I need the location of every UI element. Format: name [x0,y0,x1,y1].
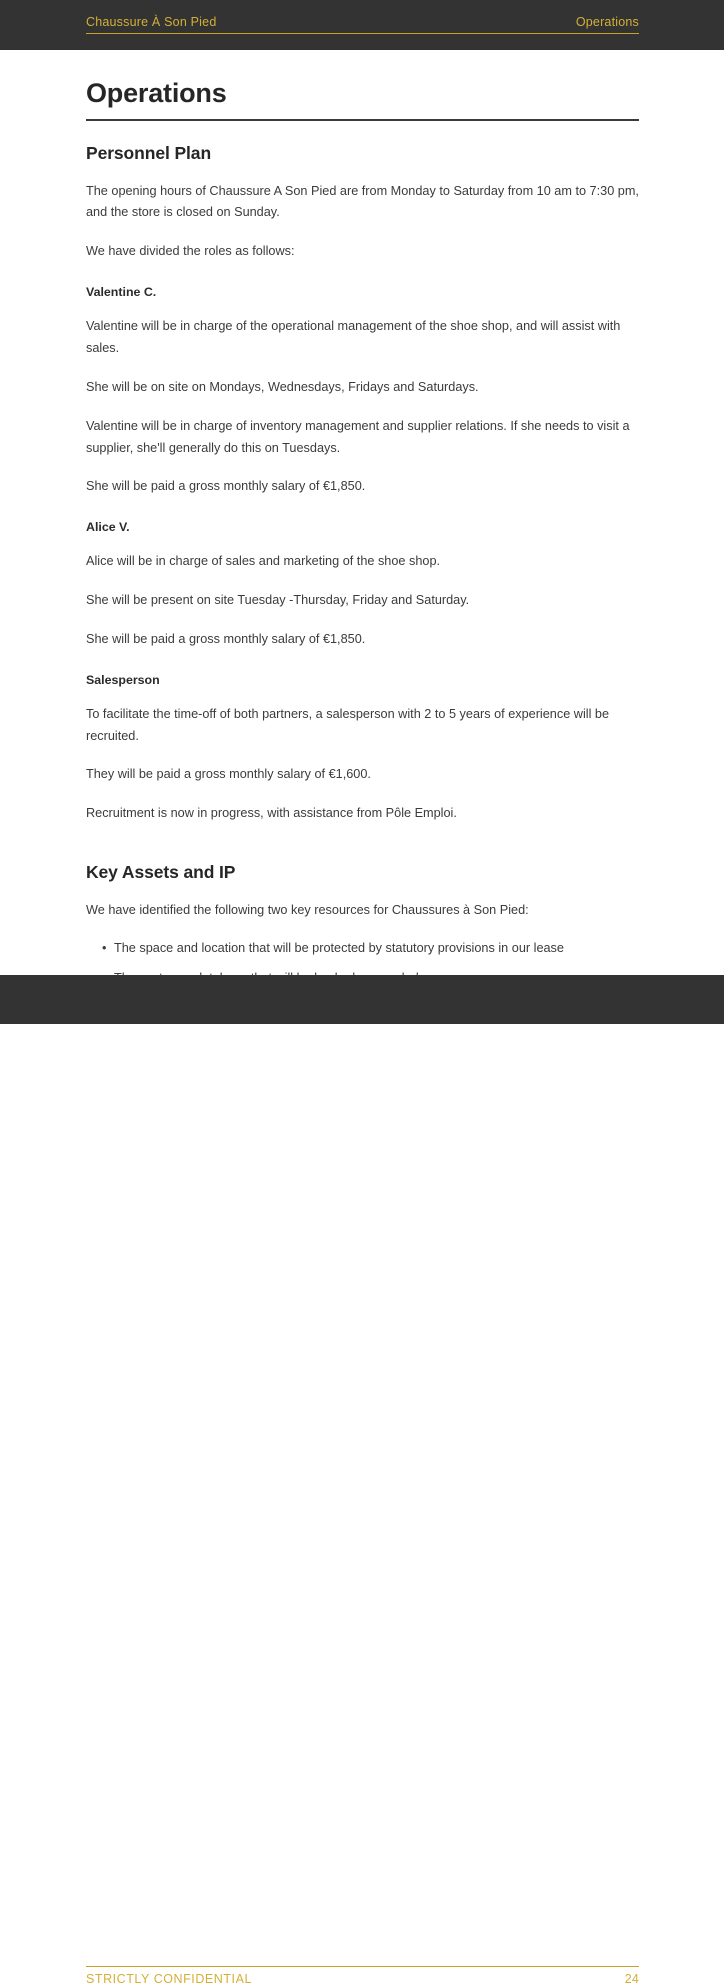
page-footer-content [86,1973,639,1986]
paragraph-alice-salary: She will be paid a gross monthly salary of €1,850. [86,631,366,646]
subheading-alice: Alice V. [86,520,130,535]
section-heading-key-assets: Key Assets and IP [86,862,236,883]
paragraph-valentine-schedule: She will be on site on Mondays, Wednesdays, Fridays and Saturdays. [86,379,479,394]
page-content [86,50,639,990]
paragraph-alice-schedule: She will be present on site Tuesday -Thursday, Friday and Saturday. [86,593,470,608]
list-item [86,938,639,960]
header-chapter-title: Operations [575,15,639,29]
page-title: Operations [86,78,227,108]
subheading-salesperson: Salesperson [86,672,160,687]
confidentiality-notice: STRICTLY CONFIDENTIAL [86,1972,252,1986]
paragraph-alice-role: Alice will be in charge of sales and marketing of the shoe shop. [86,554,441,569]
page-header-content [86,16,639,29]
paragraph-valentine-salary: She will be paid a gross monthly salary of €1,850. [86,479,366,494]
paragraph-opening-hours: The opening hours of Chaussure A Son Pied are from Monday to Saturday from 10 am to 7:30 pm, and the store is closed on Sunday. [86,183,639,220]
paragraph-salesperson-recruitment: To facilitate the time-off of both partners, a salesperson with 2 to 5 years of experience will be recruited. [86,706,610,743]
page-number: 24 [624,1972,639,1986]
paragraph-roles-intro: We have divided the roles as follows: [86,244,295,259]
page-header [0,0,724,50]
paragraph-key-assets-intro: We have identified the following two key resources for Chaussures à Son Pied: [86,903,529,918]
footer-gold-rule [86,1966,639,1967]
header-gold-rule [86,33,639,34]
paragraph-valentine-inventory: Valentine will be in charge of inventory management and supplier relations. If she needs to visit a supplier, she'll generally do this on Tuesdays. [86,418,630,455]
page-footer [0,975,724,1986]
paragraph-salesperson-progress: Recruitment is now in progress, with assistance from Pôle Emploi. [86,806,457,821]
header-document-title: Chaussure À Son Pied [86,15,217,29]
list-item-label: The space and location that will be protected by statutory provisions in our lease [114,940,564,955]
section-heading-personnel-plan: Personnel Plan [86,142,212,163]
subheading-valentine: Valentine C. [86,285,157,300]
page-title-rule [86,119,639,121]
bullet-point-icon: • [102,940,107,955]
paragraph-valentine-role: Valentine will be in charge of the operational management of the shoe shop, and will assist with sales. [86,319,621,356]
paragraph-salesperson-salary: They will be paid a gross monthly salary of €1,600. [86,767,371,782]
